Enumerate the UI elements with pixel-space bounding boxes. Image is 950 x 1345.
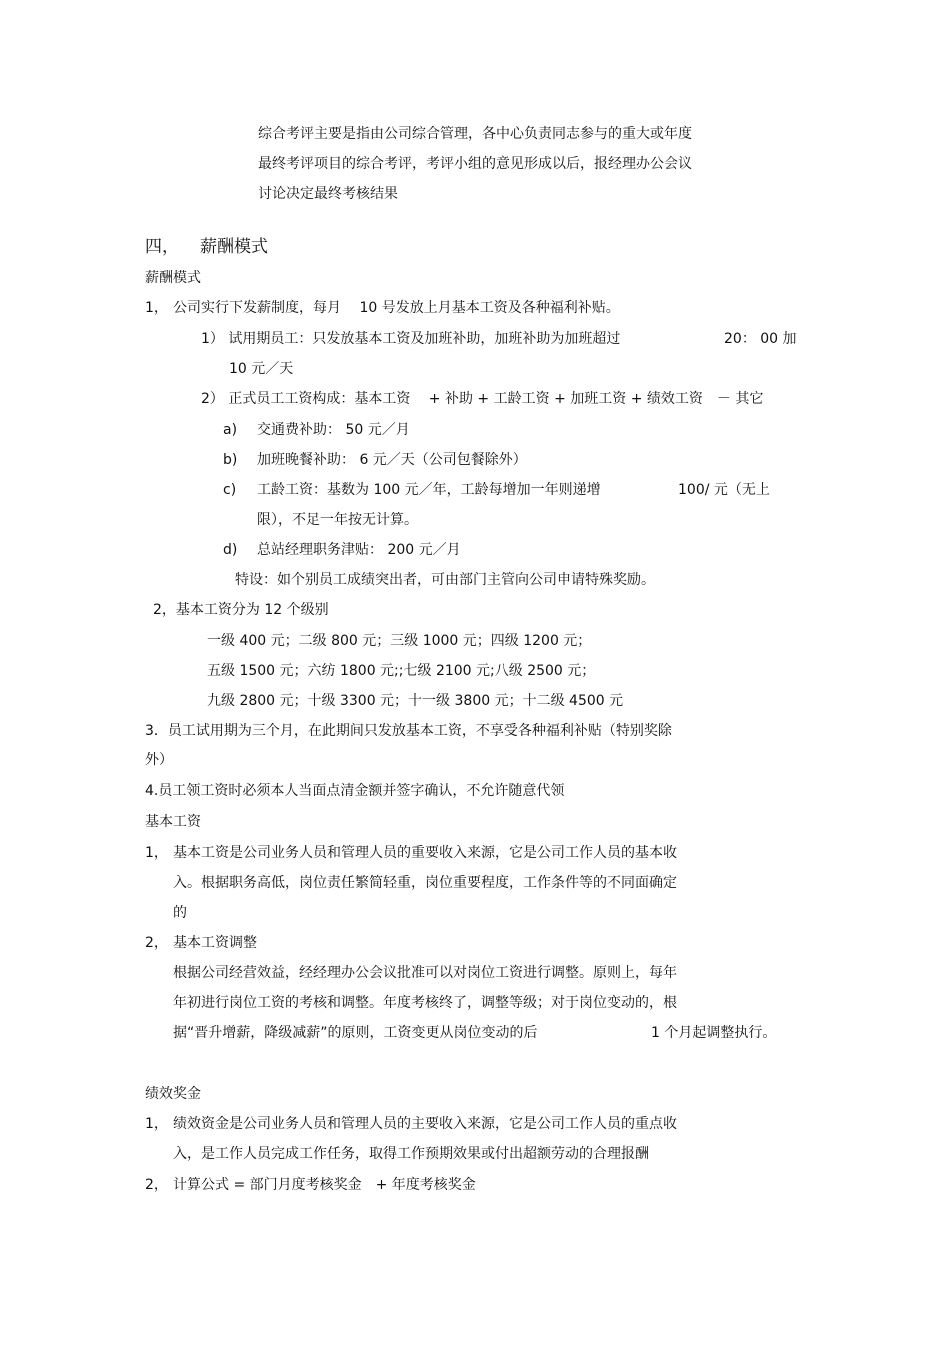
item4-text: 4.员工领工资时必须本人当面点清金额并签字确认，不允许随意代领 bbox=[145, 783, 565, 799]
bonus-p2-number: 2， bbox=[145, 1177, 168, 1193]
intro-line-3: 讨论决定最终考核结果 bbox=[258, 186, 398, 202]
item3-text: 3．员工试用期为三个月，在此期间只发放基本工资，不享受各种福利补贴（特别奖除 bbox=[145, 723, 672, 739]
section-title: 薪酬模式 bbox=[200, 237, 268, 257]
base-salary-p2-line-1: 根据公司经营效益，经经理办公会议批准可以对岗位工资进行调整。原则上，每年 bbox=[173, 965, 677, 981]
allowance-d-text: 总站经理职务津贴： 200 元／月 bbox=[257, 542, 461, 558]
item1-sub2: 2） 正式员工工资构成：基本工资 + 补助 + 工龄工资 + 加班工资 + 绩效工资 － 其它 bbox=[201, 391, 764, 407]
base-salary-p1-line-2: 入。根据职务高低，岗位责任繁简轻重，岗位重要程度，工作条件等的不同面确定 bbox=[173, 875, 677, 891]
item1-sub1: 1） 试用期员工：只发放基本工资及加班补助，加班补助为加班超过 bbox=[201, 331, 621, 347]
base-salary-p2-number: 2， bbox=[145, 935, 168, 951]
allowance-a-text: 交通费补助： 50 元／月 bbox=[257, 422, 410, 438]
special-award: 特设：如个别员工成绩突出者，可由部门主管向公司申请特殊奖励。 bbox=[235, 572, 655, 588]
salary-grade-row-3: 九级 2800 元；十级 3300 元；十一级 3800 元；十二级 4500 元 bbox=[207, 693, 624, 709]
base-salary-p2-line-3-tail: 1 个月起调整执行。 bbox=[651, 1025, 777, 1041]
base-salary-p1-number: 1， bbox=[145, 845, 168, 861]
base-salary-p2-title: 基本工资调整 bbox=[173, 935, 257, 951]
base-salary-heading: 基本工资 bbox=[145, 814, 201, 830]
allowance-a-label: a) bbox=[223, 422, 238, 438]
item1-number: 1， bbox=[145, 300, 168, 316]
base-salary-p2-line-3: 据“晋升增薪，降级减薪”的原则，工资变更从岗位变动的后 bbox=[173, 1025, 538, 1041]
base-salary-p1-line-3: 的 bbox=[173, 905, 187, 921]
salary-grade-row-2: 五级 1500 元；六纺 1800 元;;七级 2100 元;八级 2500 元； bbox=[207, 663, 596, 679]
allowance-d-label: d) bbox=[223, 542, 238, 558]
item3-cont: 外） bbox=[145, 752, 173, 768]
bonus-p1-line-2: 入，是工作人员完成工作任务，取得工作预期效果或付出超额劳动的合理报酬 bbox=[173, 1146, 649, 1162]
allowance-c-label: c) bbox=[223, 482, 237, 498]
bonus-p1-line-1: 绩效资金是公司业务人员和管理人员的主要收入来源，它是公司工作人员的重点收 bbox=[173, 1116, 677, 1132]
base-salary-p2-line-2: 年初进行岗位工资的考核和调整。年度考核终了，调整等级；对于岗位变动的，根 bbox=[173, 995, 677, 1011]
allowance-b-text: 加班晚餐补助： 6 元／天（公司包餐除外） bbox=[257, 452, 527, 468]
subtitle: 薪酬模式 bbox=[145, 270, 201, 286]
bonus-p2-formula: 计算公式 = 部门月度考核奖金 + 年度考核奖金 bbox=[173, 1177, 476, 1193]
allowance-c-text: 工龄工资：基数为 100 元／年，工龄每增加一年则递增 bbox=[257, 482, 601, 498]
item1-sub1-time: 20： 00 加 bbox=[724, 331, 797, 347]
intro-line-2: 最终考评项目的综合考评，考评小组的意见形成以后，报经理办公会议 bbox=[258, 156, 692, 172]
allowance-c-increment: 100/ 元（无上 bbox=[678, 482, 770, 498]
bonus-p1-number: 1， bbox=[145, 1116, 168, 1132]
item1-sub1-cont: 10 元／天 bbox=[229, 361, 294, 377]
allowance-c-cont: 限），不足一年按无计算。 bbox=[257, 512, 418, 528]
allowance-b-label: b) bbox=[223, 452, 238, 468]
base-salary-p1-line-1: 基本工资是公司业务人员和管理人员的重要收入来源，它是公司工作人员的基本收 bbox=[173, 845, 677, 861]
bonus-heading: 绩效奖金 bbox=[145, 1086, 201, 1102]
item2-title: 2，基本工资分为 12 个级别 bbox=[153, 602, 329, 618]
section-number: 四， bbox=[145, 237, 179, 257]
intro-line-1: 综合考评主要是指由公司综合管理，各中心负责同志参与的重大或年度 bbox=[258, 126, 692, 142]
item1-text: 公司实行下发薪制度，每月 10 号发放上月基本工资及各种福利补贴。 bbox=[173, 300, 620, 316]
salary-grade-row-1: 一级 400 元；二级 800 元；三级 1000 元；四级 1200 元； bbox=[207, 633, 592, 649]
